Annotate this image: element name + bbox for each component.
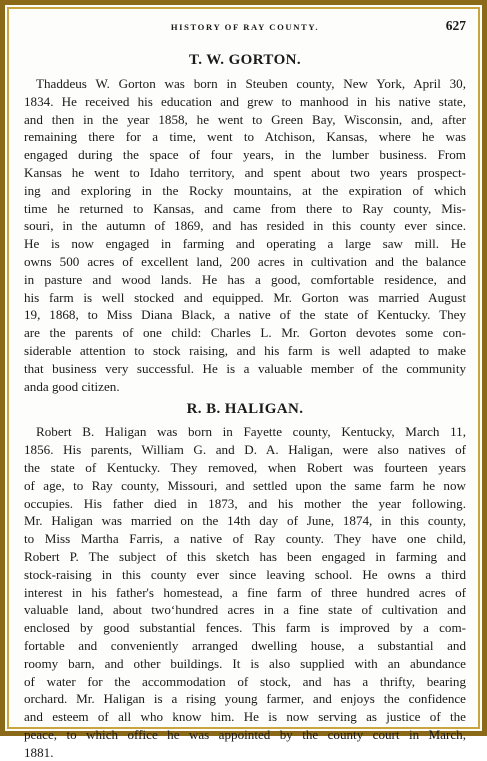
text-line: souri, in the autumn of 1869, and has resided in this county ever since.	[24, 218, 466, 234]
text-line: in pasture and wood lands. He has a good, comfortable residence, and	[24, 271, 466, 287]
text-line: Kansas he went to Idaho territory, and spent about two years prospect-	[24, 164, 466, 180]
text-line: Robert P. The subject of this sketch has been engaged in farming and	[24, 548, 466, 564]
text-line: orchard. Mr. Haligan is a rising young farmer, and enjoys the confidence	[24, 691, 466, 707]
text-line: roomy barn, and other buildings. It is also supplied with an abundance	[24, 655, 466, 671]
text-line: Robert B. Haligan was born in Fayette county, Kentucky, March 11,	[36, 424, 466, 440]
document-page	[24, 16, 466, 761]
text-line: siderable attention to stock raising, and his farm is well adapted to make	[24, 342, 466, 358]
biography-haligan	[24, 423, 466, 761]
text-line: and esteem of all who know him. He is now serving as justice of the	[24, 709, 466, 725]
text-line: He is now engaged in farming and operating a large saw mill. He	[24, 236, 466, 252]
text-line: enclosed by good substantial fences. This farm is improved by a com-	[24, 620, 466, 636]
text-line: time he returned to Kansas, and came from there to Ray county, Mis-	[24, 200, 466, 216]
text-line: fortable and conveniently arranged dwelling house, a substantial and	[24, 637, 466, 653]
text-line: the state of Kentucky. They removed, when Robert was fourteen years	[24, 459, 466, 475]
text-line: of water for the accommodation of stock, and has a thrifty, bearing	[24, 673, 466, 689]
section-heading-gorton: T. W. GORTON.	[188, 52, 302, 68]
text-line: ing and exploring in the Rocky mountains, at the expiration of which	[24, 182, 466, 198]
text-line: to Miss Martha Farris, a native of Ray county. They have one child,	[24, 531, 466, 547]
text-line: are the parents of one child: Charles L. Mr. Gorton devotes some con-	[24, 325, 466, 341]
text-line: 1856. His parents, William G. and D. A. Haligan, were also natives of	[24, 442, 466, 458]
running-header	[24, 16, 466, 38]
section-heading-haligan: R. B. HALIGAN.	[186, 401, 304, 418]
text-line: 1881.	[24, 744, 54, 760]
text-line: peace, to which office he was appointed by the county court in March,	[24, 726, 466, 742]
text-line: stock-raising in this county ever since leaving school. He owns a third	[24, 566, 466, 582]
running-head-title: HISTORY OF RAY COUNTY.	[170, 22, 320, 32]
text-line: 1834. He received his education and grew to manhood in his native state,	[24, 93, 466, 109]
text-line: 19, 1868, to Miss Diana Black, a native of the state of Kentucky. They	[24, 307, 466, 323]
text-line: Thaddeus W. Gorton was born in Steuben county, New York, April 30,	[36, 76, 466, 91]
text-line: Mr. Haligan was married on the 14th day of June, 1874, in this county,	[24, 513, 466, 529]
text-line: anda good citizen.	[24, 378, 120, 394]
text-line: and then in the year 1858, he went to Green Bay, Wisconsin, and, after	[24, 111, 466, 127]
text-line: remaining there for a time, went to Atchison, Kansas, where he was	[24, 129, 466, 145]
text-line: occupies. His father died in 1873, and his mother the year following.	[24, 495, 466, 511]
text-line: valuable land, about two‘hundred acres in a fine state of cultivation and	[24, 602, 466, 618]
biography-gorton	[24, 75, 466, 395]
text-line: his farm is well stocked and equipped. Mr. Gorton was married August	[24, 289, 466, 305]
text-line: that business very successful. He is a valuable member of the community	[24, 360, 466, 376]
text-line: interest in his father's homestead, a fine farm of three hundred acres of	[24, 584, 466, 600]
text-line: of age, to Ray county, Missouri, and settled upon the same farm he now	[24, 477, 466, 493]
page-number: 627	[445, 18, 466, 33]
text-line: engaged during the space of four years, in the lumber business. From	[24, 147, 466, 163]
text-line: owns 500 acres of excellent land, 200 acres in cultivation and the balance	[24, 253, 466, 269]
